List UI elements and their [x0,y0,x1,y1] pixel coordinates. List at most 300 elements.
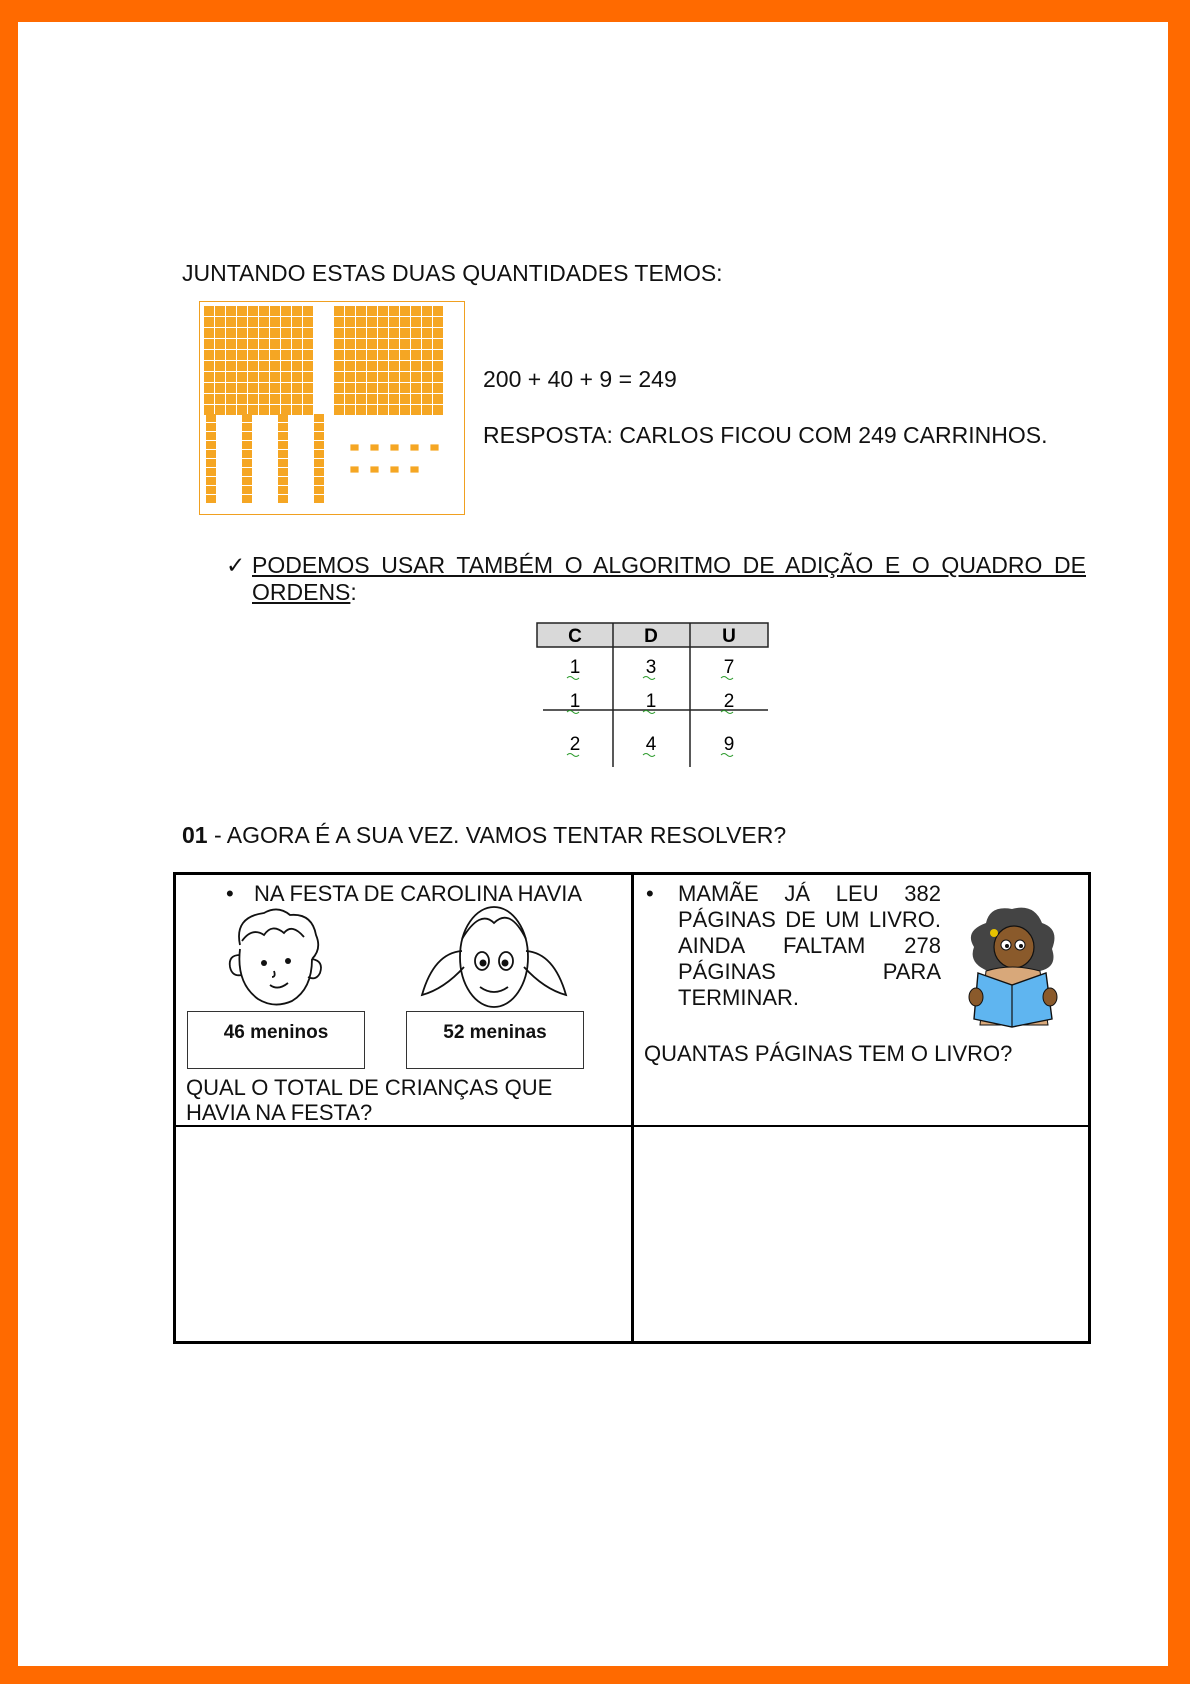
unit-square [281,372,291,382]
unit-square [433,328,443,338]
unit-square [206,486,216,494]
unit-square [259,328,269,338]
unit-square [422,361,432,371]
problem-2-text: MAMÃE JÁ LEU 382 PÁGINAS DE UM LIVRO. AINDA FALTAM 278 PÁGINAS PARA TERMINAR. [678,881,941,1010]
unit-square [389,350,399,360]
unit-square [270,339,280,349]
unit-square [226,394,236,404]
unit-square [292,372,302,382]
ten-rod [242,414,252,503]
unit-square [292,350,302,360]
unit-square [270,328,280,338]
unit-square [356,306,366,316]
unit-square [356,339,366,349]
unit-square [237,339,247,349]
unit-square [334,306,344,316]
unit-square [334,350,344,360]
unit-square [303,405,313,415]
unit-square [292,383,302,393]
unit-square [237,350,247,360]
unit-square [226,317,236,327]
unit-square [278,459,288,467]
unit-square [356,350,366,360]
unit-square [389,361,399,371]
unit-square [334,328,344,338]
unit-square [367,405,377,415]
base-ten-blocks-image [199,301,465,515]
boy-face-icon [212,905,332,1009]
problem-1-intro: NA FESTA DE CAROLINA HAVIA [254,881,583,906]
unit-square [314,432,324,440]
unit-square [278,432,288,440]
equation: 200 + 40 + 9 = 249 [483,366,677,392]
unit-square [356,361,366,371]
ten-rod [206,414,216,503]
answer-text: RESPOSTA: CARLOS FICOU COM 249 CARRINHOS. [483,422,1048,448]
unit-square [237,405,247,415]
unit-square [345,372,355,382]
unit-square [334,339,344,349]
unit-square [334,394,344,404]
unit-square [400,339,410,349]
unit-square [248,328,258,338]
unit-square [433,306,443,316]
unit-square [259,394,269,404]
unit-square [378,350,388,360]
unit-square [411,372,421,382]
unit-square [389,383,399,393]
unit-cube [410,466,419,473]
unit-square [206,495,216,503]
unit-square [422,306,432,316]
unit-square [248,372,258,382]
unit-square [389,405,399,415]
unit-square [226,328,236,338]
unit-square [400,306,410,316]
unit-square [259,383,269,393]
unit-square [215,383,225,393]
bullet-icon: • [226,881,234,906]
unit-square [237,328,247,338]
unit-square [204,383,214,393]
unit-square [278,423,288,431]
unit-cube [370,466,379,473]
unit-square [204,306,214,316]
unit-square [242,486,252,494]
unit-square [378,372,388,382]
unit-square [206,414,216,422]
unit-square [248,339,258,349]
unit-square [259,339,269,349]
boys-count-box [187,1011,365,1069]
unit-square [303,306,313,316]
unit-square [242,441,252,449]
unit-square [314,495,324,503]
unit-square [226,383,236,393]
unit-square [345,405,355,415]
unit-square [356,405,366,415]
unit-cube [370,444,379,451]
unit-square [378,361,388,371]
unit-square [367,328,377,338]
unit-square [433,394,443,404]
unit-cube [410,444,419,451]
unit-square [259,361,269,371]
unit-square [215,372,225,382]
unit-square [242,423,252,431]
unit-square [242,414,252,422]
unit-square [270,394,280,404]
check-icon: ✓ [226,552,246,578]
unit-square [292,328,302,338]
unit-square [411,405,421,415]
unit-square [303,372,313,382]
unit-square [215,361,225,371]
unit-square [278,486,288,494]
unit-square [206,441,216,449]
unit-square [204,350,214,360]
unit-square [215,317,225,327]
girl-reading-book-icon [956,901,1068,1029]
unit-square [356,394,366,404]
girls-count-box [406,1011,584,1069]
unit-square [389,372,399,382]
unit-square [314,450,324,458]
unit-square [281,306,291,316]
unit-square [215,328,225,338]
unit-square [314,423,324,431]
unit-square [378,328,388,338]
unit-square [215,306,225,316]
unit-square [281,328,291,338]
unit-square [278,450,288,458]
unit-square [389,394,399,404]
unit-square [278,495,288,503]
ten-rod [278,414,288,503]
unit-cube [390,444,399,451]
unit-square [400,361,410,371]
unit-square [314,468,324,476]
unit-square [292,361,302,371]
unit-square [411,394,421,404]
unit-cube [390,466,399,473]
unit-square [389,306,399,316]
unit-square [215,394,225,404]
unit-square [242,459,252,467]
unit-square [314,459,324,467]
unit-square [378,394,388,404]
result-cell: 4 [645,734,657,755]
unit-square [226,405,236,415]
unit-square [303,339,313,349]
girl-face-icon [414,903,574,1011]
unit-square [356,317,366,327]
unit-square [378,405,388,415]
unit-square [281,317,291,327]
unit-square [411,328,421,338]
unit-square [356,372,366,382]
algorithm-tip-text: PODEMOS USAR TAMBÉM O ALGORITMO DE ADIÇÃO E O QUADRO DE ORDENS [252,552,1086,605]
problem-1-question-line2: HAVIA NA FESTA? [186,1100,373,1125]
problem-1-cell [176,875,631,1125]
unit-square [367,361,377,371]
unit-square [226,350,236,360]
unit-square [314,477,324,485]
boys-count-label: 46 meninos [223,1022,329,1043]
unit-square [367,383,377,393]
unit-square [259,405,269,415]
unit-square [345,339,355,349]
unit-square [367,317,377,327]
unit-square [411,317,421,327]
unit-square [270,405,280,415]
digit-cell: 2 [723,691,735,712]
hundred-block [334,306,443,415]
unit-square [345,361,355,371]
unit-square [292,394,302,404]
unit-square [206,477,216,485]
girls-count-label: 52 meninas [443,1022,547,1043]
digit-cell: 1 [645,691,657,712]
unit-square [433,372,443,382]
header-d: D [644,626,658,647]
place-value-table [483,607,773,772]
unit-square [237,372,247,382]
exercise-number: 01 [182,822,208,848]
unit-square [281,350,291,360]
header-c: C [568,626,582,647]
algorithm-tip-colon: : [350,579,357,605]
unit-square [411,306,421,316]
unit-square [206,423,216,431]
unit-square [422,328,432,338]
problem-1-question [186,1075,624,1125]
unit-square [378,339,388,349]
unit-square [248,350,258,360]
unit-square [292,405,302,415]
unit-square [314,441,324,449]
unit-square [433,339,443,349]
unit-square [242,495,252,503]
hundred-block [204,306,313,415]
unit-square [303,361,313,371]
unit-square [334,317,344,327]
unit-square [422,383,432,393]
unit-square [248,383,258,393]
exercise-heading [182,822,786,849]
unit-square [278,468,288,476]
unit-square [281,405,291,415]
unit-square [281,339,291,349]
unit-square [400,317,410,327]
unit-square [303,383,313,393]
unit-square [248,306,258,316]
unit-square [378,306,388,316]
unit-square [206,432,216,440]
header-u: U [722,626,736,647]
unit-square [433,361,443,371]
unit-square [259,306,269,316]
unit-square [292,317,302,327]
unit-square [433,405,443,415]
unit-square [303,317,313,327]
result-cell: 9 [723,734,735,755]
unit-square [215,339,225,349]
unit-square [237,383,247,393]
exercise-table [173,872,1091,1344]
unit-square [237,306,247,316]
unit-square [270,372,280,382]
unit-square [270,306,280,316]
unit-square [389,328,399,338]
unit-square [345,306,355,316]
digit-cell: 3 [645,657,657,678]
unit-square [237,394,247,404]
algorithm-tip [226,552,1086,606]
unit-square [411,361,421,371]
unit-square [334,383,344,393]
unit-square [345,328,355,338]
unit-square [226,306,236,316]
unit-square [278,414,288,422]
unit-square [345,394,355,404]
unit-square [204,405,214,415]
digit-cell: 1 [569,657,581,678]
answer-cell-1[interactable] [176,1127,631,1341]
unit-square [278,477,288,485]
unit-square [226,372,236,382]
unit-square [314,414,324,422]
unit-square [204,339,214,349]
unit-square [292,339,302,349]
unit-square [314,486,324,494]
unit-square [248,361,258,371]
unit-square [242,477,252,485]
unit-cube [350,444,359,451]
answer-cell-2[interactable] [634,1127,1088,1341]
unit-square [411,339,421,349]
unit-square [334,372,344,382]
exercise-text: - AGORA É A SUA VEZ. VAMOS TENTAR RESOLVER? [207,822,787,848]
unit-square [226,361,236,371]
unit-square [433,383,443,393]
unit-square [248,394,258,404]
unit-square [204,328,214,338]
unit-square [334,361,344,371]
unit-square [242,432,252,440]
unit-square [206,459,216,467]
unit-cube [430,444,439,451]
unit-square [345,383,355,393]
unit-square [400,350,410,360]
unit-square [215,350,225,360]
unit-square [411,383,421,393]
base-ten-blocks-drawing [200,302,463,513]
unit-square [237,317,247,327]
unit-square [334,405,344,415]
unit-square [281,383,291,393]
unit-square [270,350,280,360]
unit-square [237,361,247,371]
unit-square [204,372,214,382]
problem-1-question-line1: QUAL O TOTAL DE CRIANÇAS QUE [186,1075,553,1100]
unit-square [411,350,421,360]
unit-square [345,317,355,327]
unit-square [389,317,399,327]
unit-square [422,394,432,404]
unit-square [422,317,432,327]
unit-square [433,350,443,360]
problem-2-cell [634,875,1088,1125]
unit-square [259,350,269,360]
unit-square [281,361,291,371]
unit-square [367,394,377,404]
unit-square [278,441,288,449]
unit-square [259,372,269,382]
unit-square [367,350,377,360]
unit-square [242,468,252,476]
unit-square [367,339,377,349]
unit-square [356,383,366,393]
unit-square [367,306,377,316]
unit-square [345,350,355,360]
unit-square [226,339,236,349]
problem-2-question: QUANTAS PÁGINAS TEM O LIVRO? [644,1041,1013,1066]
unit-square [433,317,443,327]
unit-square [303,328,313,338]
unit-square [204,394,214,404]
unit-square [204,361,214,371]
unit-square [303,394,313,404]
unit-square [215,405,225,415]
unit-square [242,450,252,458]
unit-square [270,317,280,327]
unit-cube [350,466,359,473]
unit-square [206,450,216,458]
bullet-icon: • [646,881,654,906]
unit-square [259,317,269,327]
unit-square [422,405,432,415]
unit-square [400,372,410,382]
unit-square [367,372,377,382]
unit-square [292,306,302,316]
unit-square [270,383,280,393]
intro-text: JUNTANDO ESTAS DUAS QUANTIDADES TEMOS: [182,260,723,286]
unit-square [206,468,216,476]
digit-cell: 7 [723,657,735,678]
ten-rod [314,414,324,503]
unit-square [303,350,313,360]
unit-square [378,317,388,327]
digit-cell: 1 [569,691,581,712]
unit-square [389,339,399,349]
unit-square [281,394,291,404]
unit-square [422,339,432,349]
unit-square [248,317,258,327]
unit-square [204,317,214,327]
unit-square [422,350,432,360]
unit-square [400,383,410,393]
unit-square [248,405,258,415]
unit-square [270,361,280,371]
unit-square [356,328,366,338]
unit-square [400,405,410,415]
unit-square [422,372,432,382]
unit-square [400,394,410,404]
result-cell: 2 [569,734,581,755]
unit-square [378,383,388,393]
unit-square [400,328,410,338]
